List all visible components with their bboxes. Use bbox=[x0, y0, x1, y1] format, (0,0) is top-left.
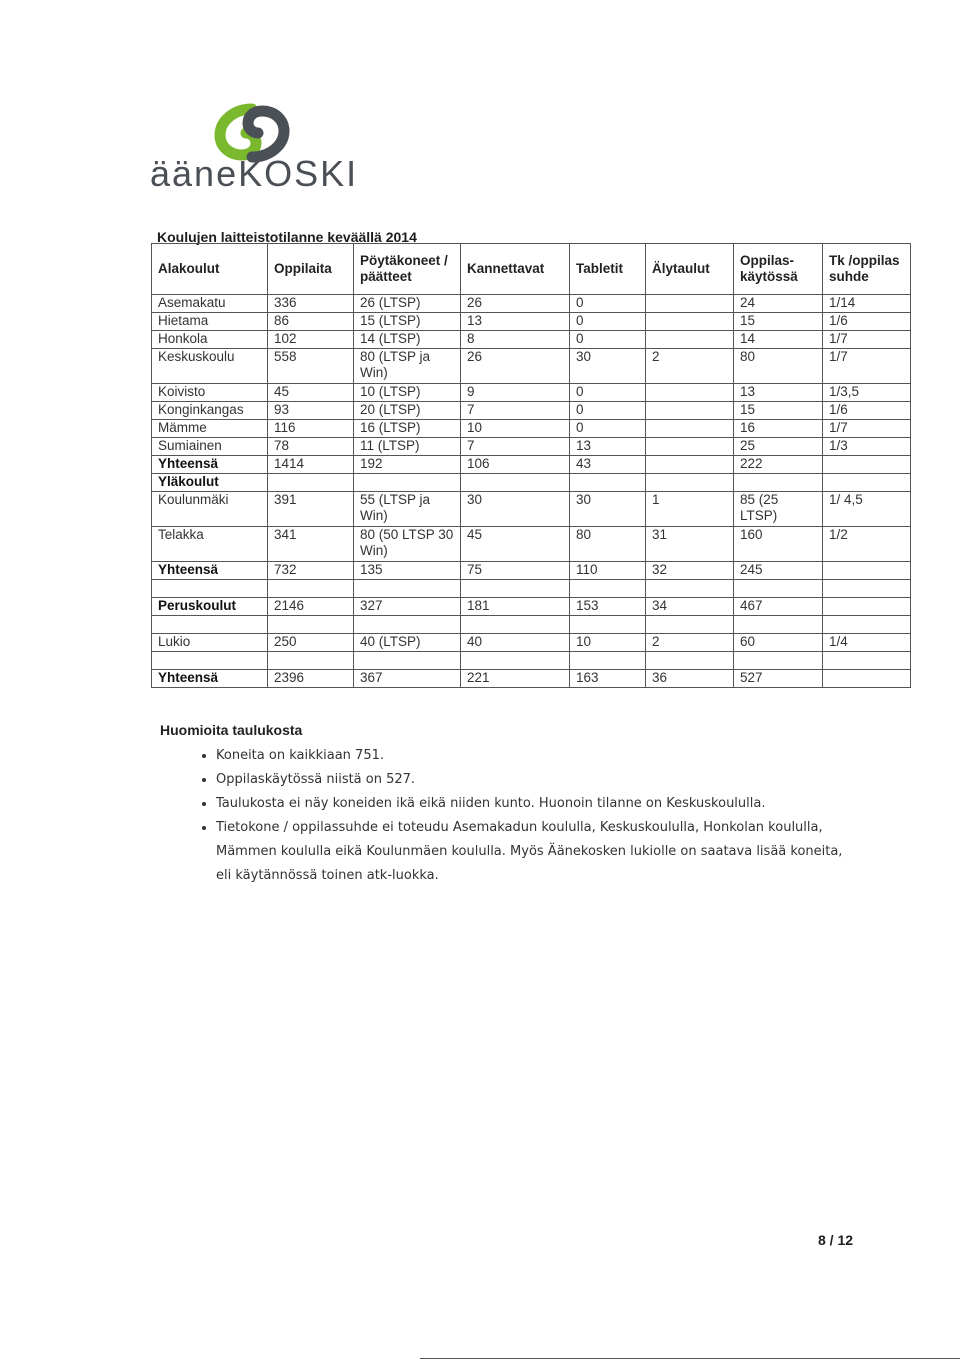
table-cell: 9 bbox=[461, 384, 570, 402]
table-cell bbox=[646, 616, 734, 634]
table-cell: 1/3 bbox=[823, 438, 911, 456]
table-cell: Konginkangas bbox=[152, 402, 268, 420]
table-cell: 20 (LTSP) bbox=[354, 402, 461, 420]
table-row bbox=[152, 438, 911, 456]
table-cell bbox=[823, 670, 911, 688]
table-row bbox=[152, 420, 911, 438]
table-row bbox=[152, 402, 911, 420]
table-cell: 336 bbox=[268, 295, 354, 313]
table-cell: 80 bbox=[570, 527, 646, 562]
table-cell: 55 (LTSP ja Win) bbox=[354, 492, 461, 527]
table-cell: 60 bbox=[734, 634, 823, 652]
table-row bbox=[152, 295, 911, 313]
table-cell bbox=[646, 331, 734, 349]
table-cell: 13 bbox=[461, 313, 570, 331]
table-cell bbox=[461, 474, 570, 492]
table-cell: 367 bbox=[354, 670, 461, 688]
table-cell bbox=[646, 295, 734, 313]
table-cell: 135 bbox=[354, 562, 461, 580]
table-row bbox=[152, 331, 911, 349]
table-cell: 163 bbox=[570, 670, 646, 688]
table-cell: 0 bbox=[570, 420, 646, 438]
list-item: • Oppilaskäytössä niistä on 527. bbox=[216, 768, 860, 792]
table-cell bbox=[646, 474, 734, 492]
table-cell bbox=[646, 456, 734, 474]
table-cell bbox=[570, 580, 646, 598]
table-cell: 25 bbox=[734, 438, 823, 456]
table-cell: 14 bbox=[734, 331, 823, 349]
table-cell: Honkola bbox=[152, 331, 268, 349]
table-cell bbox=[354, 616, 461, 634]
header-cell: Tabletit bbox=[570, 244, 646, 295]
table-row bbox=[152, 492, 911, 527]
table-cell bbox=[354, 580, 461, 598]
total-label: Yhteensä bbox=[152, 562, 268, 580]
notes-title: Huomioita taulukosta bbox=[160, 722, 303, 738]
table-cell bbox=[646, 438, 734, 456]
table-cell: 43 bbox=[570, 456, 646, 474]
table-cell bbox=[354, 474, 461, 492]
table-cell: 45 bbox=[461, 527, 570, 562]
table-cell: 192 bbox=[354, 456, 461, 474]
table-cell: 0 bbox=[570, 384, 646, 402]
list-item: • Koneita on kaikkiaan 751. bbox=[216, 744, 860, 768]
table-cell bbox=[646, 420, 734, 438]
table-cell: 36 bbox=[646, 670, 734, 688]
table-cell: 732 bbox=[268, 562, 354, 580]
header-cell: Pöytäkoneet / päätteet bbox=[354, 244, 461, 295]
table-cell: 250 bbox=[268, 634, 354, 652]
spacer-row bbox=[152, 652, 911, 670]
equipment-table bbox=[151, 243, 911, 688]
table-row bbox=[152, 384, 911, 402]
table-cell: 1/7 bbox=[823, 349, 911, 384]
section-label: Yläkoulut bbox=[152, 474, 268, 492]
table-cell bbox=[823, 616, 911, 634]
table-row bbox=[152, 313, 911, 331]
table-cell bbox=[823, 580, 911, 598]
table-cell: Keskuskoulu bbox=[152, 349, 268, 384]
section-row bbox=[152, 474, 911, 492]
table-row bbox=[152, 634, 911, 652]
table-cell: 80 (LTSP ja Win) bbox=[354, 349, 461, 384]
table-cell: 0 bbox=[570, 313, 646, 331]
table-row bbox=[152, 349, 911, 384]
logo-wordmark: ääneKOSKI bbox=[150, 153, 359, 194]
table-cell bbox=[461, 616, 570, 634]
table-cell: 80 (50 LTSP 30 Win) bbox=[354, 527, 461, 562]
table-cell bbox=[461, 652, 570, 670]
table-cell bbox=[268, 580, 354, 598]
table-cell: Koivisto bbox=[152, 384, 268, 402]
table-cell: 31 bbox=[646, 527, 734, 562]
table-cell: 34 bbox=[646, 598, 734, 616]
table-cell bbox=[354, 652, 461, 670]
table-cell: 341 bbox=[268, 527, 354, 562]
table-cell: 558 bbox=[268, 349, 354, 384]
table-cell bbox=[823, 652, 911, 670]
table-cell bbox=[823, 562, 911, 580]
total-row bbox=[152, 456, 911, 474]
table-cell: 14 (LTSP) bbox=[354, 331, 461, 349]
table-cell: 2146 bbox=[268, 598, 354, 616]
table-cell: 85 (25 LTSP) bbox=[734, 492, 823, 527]
header-cell: Alakoulut bbox=[152, 244, 268, 295]
table-cell: 8 bbox=[461, 331, 570, 349]
table-cell: 16 (LTSP) bbox=[354, 420, 461, 438]
table-cell: 26 bbox=[461, 295, 570, 313]
table-cell: 15 (LTSP) bbox=[354, 313, 461, 331]
table-cell: 26 bbox=[461, 349, 570, 384]
table-cell bbox=[823, 598, 911, 616]
table-cell: 30 bbox=[570, 492, 646, 527]
table-cell bbox=[734, 474, 823, 492]
table-cell: 30 bbox=[461, 492, 570, 527]
table-cell: 1/2 bbox=[823, 527, 911, 562]
table-cell: 26 (LTSP) bbox=[354, 295, 461, 313]
header-cell: Oppilas-käytössä bbox=[734, 244, 823, 295]
table-cell: 1/7 bbox=[823, 420, 911, 438]
table-cell: 7 bbox=[461, 402, 570, 420]
table-cell: 7 bbox=[461, 438, 570, 456]
header-cell: Älytaulut bbox=[646, 244, 734, 295]
table-cell: Sumiainen bbox=[152, 438, 268, 456]
table-cell: 16 bbox=[734, 420, 823, 438]
table-cell: 110 bbox=[570, 562, 646, 580]
notes-section bbox=[160, 722, 860, 888]
summary-label: Peruskoulut bbox=[152, 598, 268, 616]
table-cell: Telakka bbox=[152, 527, 268, 562]
table-header-row bbox=[152, 244, 911, 295]
table-cell: 527 bbox=[734, 670, 823, 688]
table-cell: 15 bbox=[734, 402, 823, 420]
table-cell bbox=[268, 616, 354, 634]
table-cell: 181 bbox=[461, 598, 570, 616]
grand-total-row bbox=[152, 670, 911, 688]
table-cell: 153 bbox=[570, 598, 646, 616]
table-cell bbox=[152, 652, 268, 670]
bottom-divider bbox=[420, 1358, 960, 1359]
spacer-row bbox=[152, 616, 911, 634]
table-cell: 2 bbox=[646, 349, 734, 384]
table-cell: 2396 bbox=[268, 670, 354, 688]
table-cell bbox=[570, 474, 646, 492]
table-cell: 102 bbox=[268, 331, 354, 349]
table-cell: 1/3,5 bbox=[823, 384, 911, 402]
spacer-row bbox=[152, 580, 911, 598]
list-item: • Tietokone / oppilassuhde ei toteudu Asemakadun koululla, Keskuskoululla, Honkolan koululla, Mämmen koululla eikä Koulunmäen koululla. Myös Äänekosken lukiolle on saatava lisää koneita, eli käytännössä toinen atk-luokka. bbox=[216, 816, 860, 888]
table-cell: 391 bbox=[268, 492, 354, 527]
table-cell bbox=[646, 313, 734, 331]
table-cell: 80 bbox=[734, 349, 823, 384]
table-cell: 1/6 bbox=[823, 313, 911, 331]
table-cell: 30 bbox=[570, 349, 646, 384]
total-label: Yhteensä bbox=[152, 456, 268, 474]
table-cell bbox=[461, 580, 570, 598]
grand-total-label: Yhteensä bbox=[152, 670, 268, 688]
table-cell: Asemakatu bbox=[152, 295, 268, 313]
table-cell bbox=[734, 616, 823, 634]
table-cell bbox=[152, 580, 268, 598]
table-cell: 245 bbox=[734, 562, 823, 580]
table-cell: 2 bbox=[646, 634, 734, 652]
table-cell bbox=[646, 402, 734, 420]
table-cell: 1/14 bbox=[823, 295, 911, 313]
table-cell: 221 bbox=[461, 670, 570, 688]
table-cell: Mämme bbox=[152, 420, 268, 438]
table-cell: 40 (LTSP) bbox=[354, 634, 461, 652]
table-cell: 1/6 bbox=[823, 402, 911, 420]
table-cell bbox=[734, 652, 823, 670]
table-cell: 75 bbox=[461, 562, 570, 580]
table-cell: 32 bbox=[646, 562, 734, 580]
page-number: 8 / 12 bbox=[818, 1232, 854, 1248]
table-cell: 10 bbox=[570, 634, 646, 652]
table-cell: 40 bbox=[461, 634, 570, 652]
table-cell: Hietama bbox=[152, 313, 268, 331]
table-cell: 86 bbox=[268, 313, 354, 331]
table-cell bbox=[268, 652, 354, 670]
table-cell: 45 bbox=[268, 384, 354, 402]
table-cell: 116 bbox=[268, 420, 354, 438]
table-cell: 327 bbox=[354, 598, 461, 616]
table-row bbox=[152, 527, 911, 562]
aanekoski-logo bbox=[150, 95, 360, 195]
total-row bbox=[152, 562, 911, 580]
table-cell: 13 bbox=[734, 384, 823, 402]
table-cell: 10 (LTSP) bbox=[354, 384, 461, 402]
table-cell: 1/ 4,5 bbox=[823, 492, 911, 527]
table-cell: Koulunmäki bbox=[152, 492, 268, 527]
table-cell bbox=[570, 652, 646, 670]
table-title: Koulujen laitteistotilanne keväällä 2014 bbox=[157, 229, 417, 245]
table-cell: 106 bbox=[461, 456, 570, 474]
table-cell: 0 bbox=[570, 295, 646, 313]
table-cell: 222 bbox=[734, 456, 823, 474]
table-cell bbox=[734, 580, 823, 598]
summary-row bbox=[152, 598, 911, 616]
notes-list bbox=[160, 744, 860, 888]
table-cell: 1414 bbox=[268, 456, 354, 474]
table-cell: 0 bbox=[570, 402, 646, 420]
table-cell: 1/4 bbox=[823, 634, 911, 652]
table-cell: 467 bbox=[734, 598, 823, 616]
header-cell: Tk /oppilas suhde bbox=[823, 244, 911, 295]
list-item: • Taulukosta ei näy koneiden ikä eikä niiden kunto. Huonoin tilanne on Keskuskoululla. bbox=[216, 792, 860, 816]
table-cell bbox=[268, 474, 354, 492]
table-cell: 0 bbox=[570, 331, 646, 349]
header-cell: Oppilaita bbox=[268, 244, 354, 295]
table-cell: 24 bbox=[734, 295, 823, 313]
table-cell: 13 bbox=[570, 438, 646, 456]
table-cell bbox=[152, 616, 268, 634]
table-cell: 10 bbox=[461, 420, 570, 438]
header-cell: Kannettavat bbox=[461, 244, 570, 295]
table-cell bbox=[823, 474, 911, 492]
table-cell: 1/7 bbox=[823, 331, 911, 349]
table-cell: Lukio bbox=[152, 634, 268, 652]
table-cell: 1 bbox=[646, 492, 734, 527]
table-cell bbox=[646, 580, 734, 598]
table-cell bbox=[570, 616, 646, 634]
table-cell bbox=[823, 456, 911, 474]
table-cell bbox=[646, 652, 734, 670]
table-cell bbox=[646, 384, 734, 402]
table-cell: 160 bbox=[734, 527, 823, 562]
table-cell: 93 bbox=[268, 402, 354, 420]
table-cell: 11 (LTSP) bbox=[354, 438, 461, 456]
table-cell: 78 bbox=[268, 438, 354, 456]
table-cell: 15 bbox=[734, 313, 823, 331]
